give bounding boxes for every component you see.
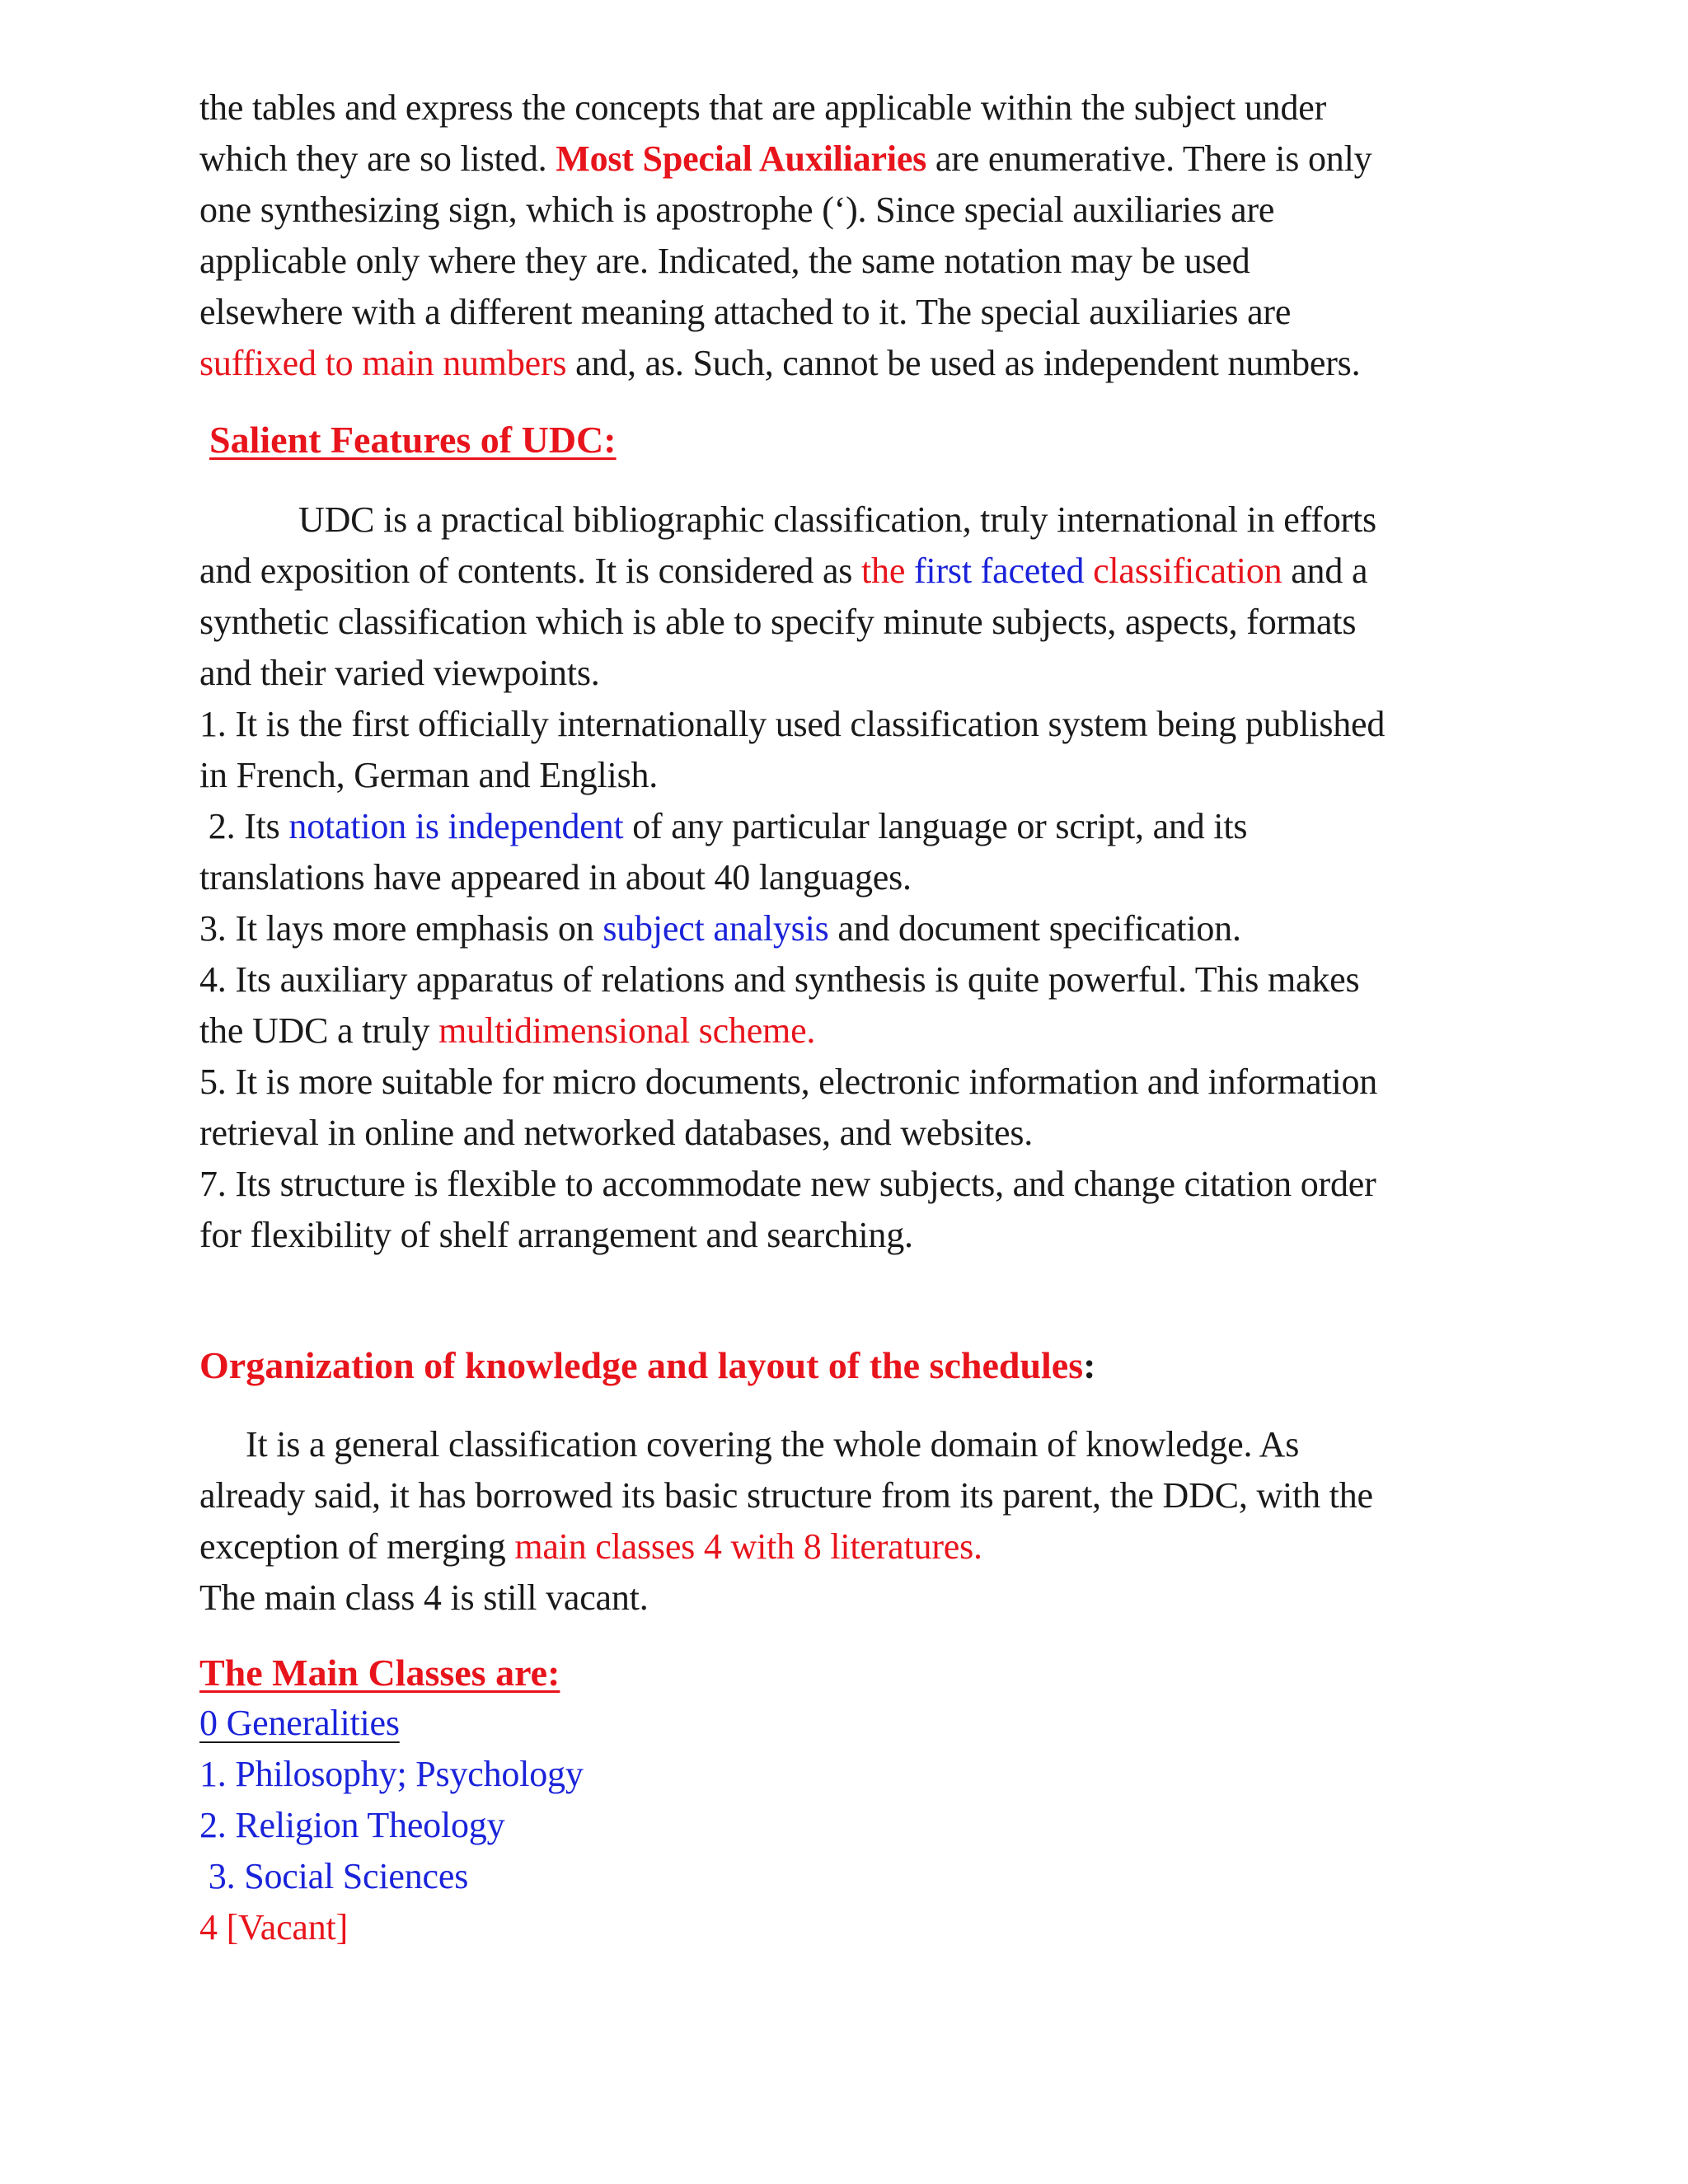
- text-line: retrieval in online and networked databases, and websites.: [199, 1113, 1034, 1153]
- main-classes-section: [199, 1651, 1502, 1953]
- list-item: 4. Its auxiliary apparatus of relations and synthesis is quite powerful. This makes: [199, 959, 1360, 1000]
- text-span: 3. It lays more emphasis on: [199, 908, 603, 949]
- heading-text: Organization of knowledge and layout of the schedules: [199, 1344, 1084, 1386]
- list-item: 5. It is more suitable for micro documents, electronic information and information: [199, 1062, 1378, 1102]
- highlight-notation-independent: notation is independent: [288, 806, 624, 846]
- text-span: and, as. Such, cannot be used as independent numbers.: [566, 343, 1361, 383]
- list-item: 7. Its structure is flexible to accommodate new subjects, and change citation order: [199, 1164, 1376, 1204]
- text-line: for flexibility of shelf arrangement and searching.: [199, 1215, 913, 1255]
- text-line: [199, 1521, 1502, 1572]
- text-span: 2. Its: [199, 806, 289, 846]
- highlight-classification: classification: [1093, 551, 1282, 591]
- text-span: exception of merging: [199, 1526, 515, 1567]
- organization-body: [199, 1419, 1502, 1624]
- highlight-subject-analysis: subject analysis: [603, 908, 829, 949]
- main-class-2: 2. Religion Theology: [199, 1805, 505, 1845]
- highlight-first-faceted: first faceted: [913, 551, 1085, 591]
- list-item: 1. It is the first officially internationally used classification system being published: [199, 704, 1386, 744]
- text-line: the tables and express the concepts that are applicable within the subject under: [199, 87, 1327, 128]
- text-span: and a: [1282, 551, 1368, 591]
- highlight-main-classes: main classes 4 with 8 literatures.: [514, 1526, 982, 1567]
- main-class-0: 0 Generalities: [199, 1703, 400, 1743]
- text-line: synthetic classification which is able to specify minute subjects, aspects, formats: [199, 602, 1357, 642]
- text-span: and document specification.: [828, 908, 1241, 949]
- text-line: [199, 546, 1502, 597]
- text-span: of any particular language or script, and its: [623, 806, 1248, 846]
- text-line: [199, 134, 1502, 185]
- text-span: and exposition of contents. It is considered as: [199, 551, 862, 591]
- highlight-multidimensional: multidimensional scheme.: [438, 1010, 816, 1051]
- text-line: and their varied viewpoints.: [199, 653, 600, 693]
- text-line: UDC is a practical bibliographic classification, truly international in efforts: [298, 499, 1376, 540]
- salient-features-body: [199, 494, 1502, 1261]
- text-span: are enumerative. There is only: [926, 138, 1372, 179]
- highlight-most-special-auxiliaries: Most Special Auxiliaries: [556, 138, 927, 179]
- text-line: [199, 1005, 1502, 1057]
- list-item: [199, 903, 1502, 954]
- text-line: already said, it has borrowed its basic structure from its parent, the DDC, with the: [199, 1475, 1373, 1516]
- main-classes-heading: The Main Classes are:: [199, 1652, 560, 1694]
- list-item: [199, 801, 1502, 852]
- organization-heading: [199, 1343, 1502, 1387]
- text-line: translations have appeared in about 40 languages.: [199, 857, 912, 898]
- text-span: which they are so listed.: [199, 138, 556, 179]
- heading-colon: :: [1083, 1344, 1096, 1386]
- intro-paragraph: [199, 82, 1502, 389]
- main-class-4: 4 [Vacant]: [199, 1907, 349, 1947]
- text-line: [199, 338, 1502, 389]
- main-class-1: 1. Philosophy; Psychology: [199, 1754, 584, 1794]
- text-line: It is a general classification covering the whole domain of knowledge. As: [246, 1424, 1300, 1465]
- main-class-3: 3. Social Sciences: [199, 1856, 469, 1896]
- text-line: The main class 4 is still vacant.: [199, 1577, 649, 1618]
- text-line: applicable only where they are. Indicated, the same notation may be used: [199, 241, 1250, 281]
- highlight-suffixed: suffixed to main numbers: [199, 343, 567, 383]
- salient-features-section: [199, 418, 1502, 462]
- salient-features-heading: Salient Features of UDC:: [209, 419, 617, 461]
- organization-section: [199, 1343, 1502, 1387]
- text-line: elsewhere with a different meaning attached to it. The special auxiliaries are: [199, 292, 1292, 332]
- highlight-the: the: [861, 551, 906, 591]
- text-line: one synthesizing sign, which is apostrophe (‘). Since special auxiliaries are: [199, 190, 1275, 230]
- text-span: the UDC a truly: [199, 1010, 439, 1051]
- text-line: in French, German and English.: [199, 755, 659, 795]
